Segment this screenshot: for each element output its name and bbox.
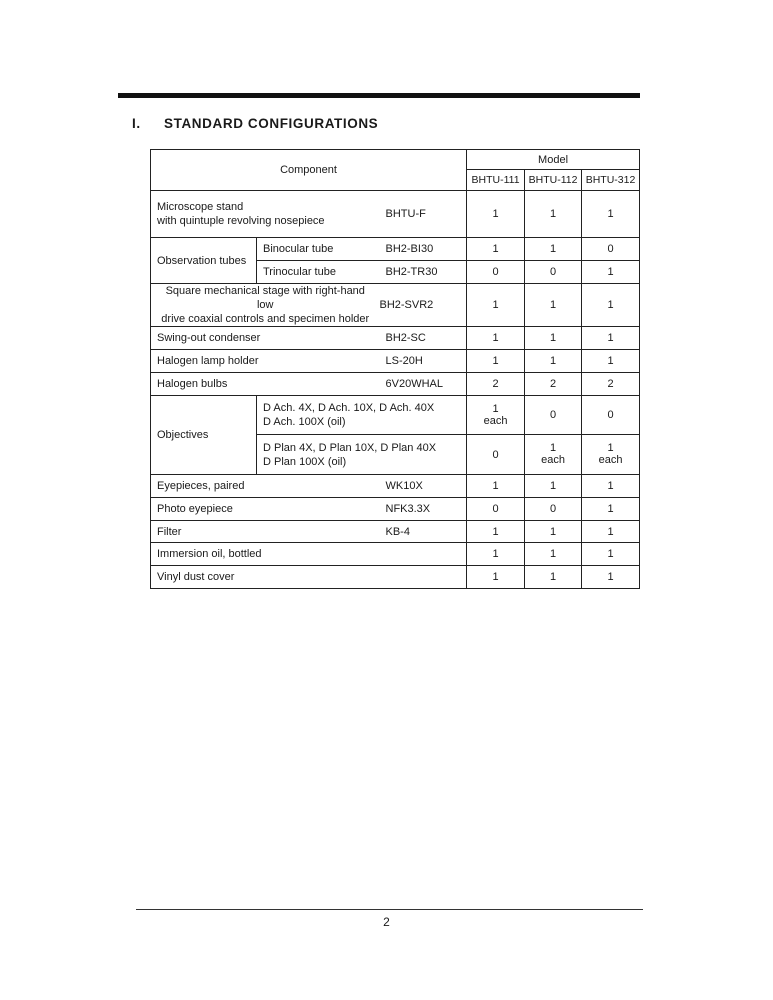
value-cell: 1: [525, 238, 582, 261]
component-name: [257, 396, 467, 435]
component-header: Component: [151, 150, 467, 191]
value-cell: 1: [525, 543, 582, 566]
value-cell: 1: [525, 191, 582, 238]
value-cell: [467, 396, 525, 435]
component-name: Photo eyepiece: [151, 498, 380, 521]
model-name: BHTU-312: [582, 170, 640, 191]
component-name: Halogen lamp holder: [151, 350, 380, 373]
component-name: Filter: [151, 521, 380, 543]
table-row: [151, 350, 640, 373]
value-cell: 1: [467, 350, 525, 373]
top-rule: [118, 93, 640, 98]
table-row: [151, 191, 640, 238]
value-cell: 0: [467, 261, 525, 284]
component-name: [151, 284, 380, 327]
value-cell: [582, 435, 640, 475]
component-code: KB-4: [380, 521, 467, 543]
table-row: [151, 566, 640, 589]
value-cell: 1: [525, 475, 582, 498]
model-name: BHTU-111: [467, 170, 525, 191]
table-row: [151, 543, 640, 566]
value-cell: 1: [525, 566, 582, 589]
component-code: BH2-SC: [380, 327, 467, 350]
table-row: [151, 327, 640, 350]
value-cell: 1: [582, 284, 640, 327]
value-cell: 1: [467, 566, 525, 589]
table-row: [151, 284, 640, 327]
value-cell: 1: [467, 284, 525, 327]
component-code: 6V20WHAL: [380, 373, 467, 396]
group-label: Objectives: [151, 396, 257, 475]
value-cell: 1: [582, 543, 640, 566]
model-name: BHTU-112: [525, 170, 582, 191]
value-text: 1 each: [598, 442, 623, 466]
component-code: WK10X: [380, 475, 467, 498]
value-cell: 1: [467, 521, 525, 543]
configuration-table: [150, 149, 640, 589]
table-row: [151, 498, 640, 521]
component-code: NFK3.3X: [380, 498, 467, 521]
value-cell: 0: [525, 396, 582, 435]
component-code: BH2-SVR2: [380, 284, 467, 327]
component-name: [257, 435, 467, 475]
component-name: Swing-out condenser: [151, 327, 380, 350]
component-name-text: D Plan 4X, D Plan 10X, D Plan 40X D Plan 100X (oil): [263, 441, 437, 468]
section-title: STANDARD CONFIGURATIONS: [164, 116, 379, 131]
component-name-text: D Ach. 4X, D Ach. 10X, D Ach. 40X D Ach. 100X (oil): [263, 402, 435, 428]
value-cell: 2: [525, 373, 582, 396]
value-cell: 1: [525, 327, 582, 350]
component-name-text: Square mechanical stage with right-hand low drive coaxial controls and specimen holder: [161, 285, 370, 325]
value-cell: 1: [582, 498, 640, 521]
component-name: Binocular tube: [257, 238, 380, 261]
value-cell: 2: [582, 373, 640, 396]
value-cell: 1: [467, 191, 525, 238]
group-label: Observation tubes: [151, 238, 257, 284]
value-cell: 1: [467, 543, 525, 566]
value-cell: 0: [582, 238, 640, 261]
value-cell: 1: [525, 284, 582, 327]
component-code: LS-20H: [380, 350, 467, 373]
component-name: Vinyl dust cover: [151, 566, 467, 589]
component-code: BH2-BI30: [380, 238, 467, 261]
table-header-row: [151, 150, 640, 170]
value-cell: 1: [467, 327, 525, 350]
value-cell: 0: [467, 498, 525, 521]
value-cell: 1: [467, 238, 525, 261]
value-cell: 1: [582, 350, 640, 373]
component-name-text: Microscope stand with quintuple revolving nosepiece: [157, 201, 325, 227]
section-number: I.: [132, 116, 141, 131]
value-cell: 1: [582, 566, 640, 589]
value-cell: 1: [525, 521, 582, 543]
component-name: Halogen bulbs: [151, 373, 380, 396]
value-text: 1 each: [541, 442, 565, 466]
table-row: [151, 475, 640, 498]
component-name: [151, 191, 380, 238]
value-cell: 1: [525, 350, 582, 373]
value-cell: 1: [582, 261, 640, 284]
model-header: Model: [467, 150, 640, 170]
value-cell: 0: [525, 498, 582, 521]
value-cell: 0: [525, 261, 582, 284]
value-cell: 0: [467, 435, 525, 475]
value-cell: 0: [582, 396, 640, 435]
table-row: [151, 238, 640, 261]
value-text: 1 each: [483, 402, 508, 427]
page-number: 2: [383, 915, 390, 929]
section-heading: [132, 116, 378, 131]
value-cell: 2: [467, 373, 525, 396]
component-name: Eyepieces, paired: [151, 475, 380, 498]
value-cell: [525, 435, 582, 475]
value-cell: 1: [582, 521, 640, 543]
value-cell: 1: [582, 327, 640, 350]
table-row: [151, 521, 640, 543]
table-row: [151, 396, 640, 435]
value-cell: 1: [467, 475, 525, 498]
component-code: BHTU-F: [380, 191, 467, 238]
table-row: [151, 373, 640, 396]
value-cell: 1: [582, 191, 640, 238]
component-name: Trinocular tube: [257, 261, 380, 284]
component-name: Immersion oil, bottled: [151, 543, 467, 566]
footer-rule: [136, 909, 643, 910]
component-code: BH2-TR30: [380, 261, 467, 284]
value-cell: 1: [582, 475, 640, 498]
